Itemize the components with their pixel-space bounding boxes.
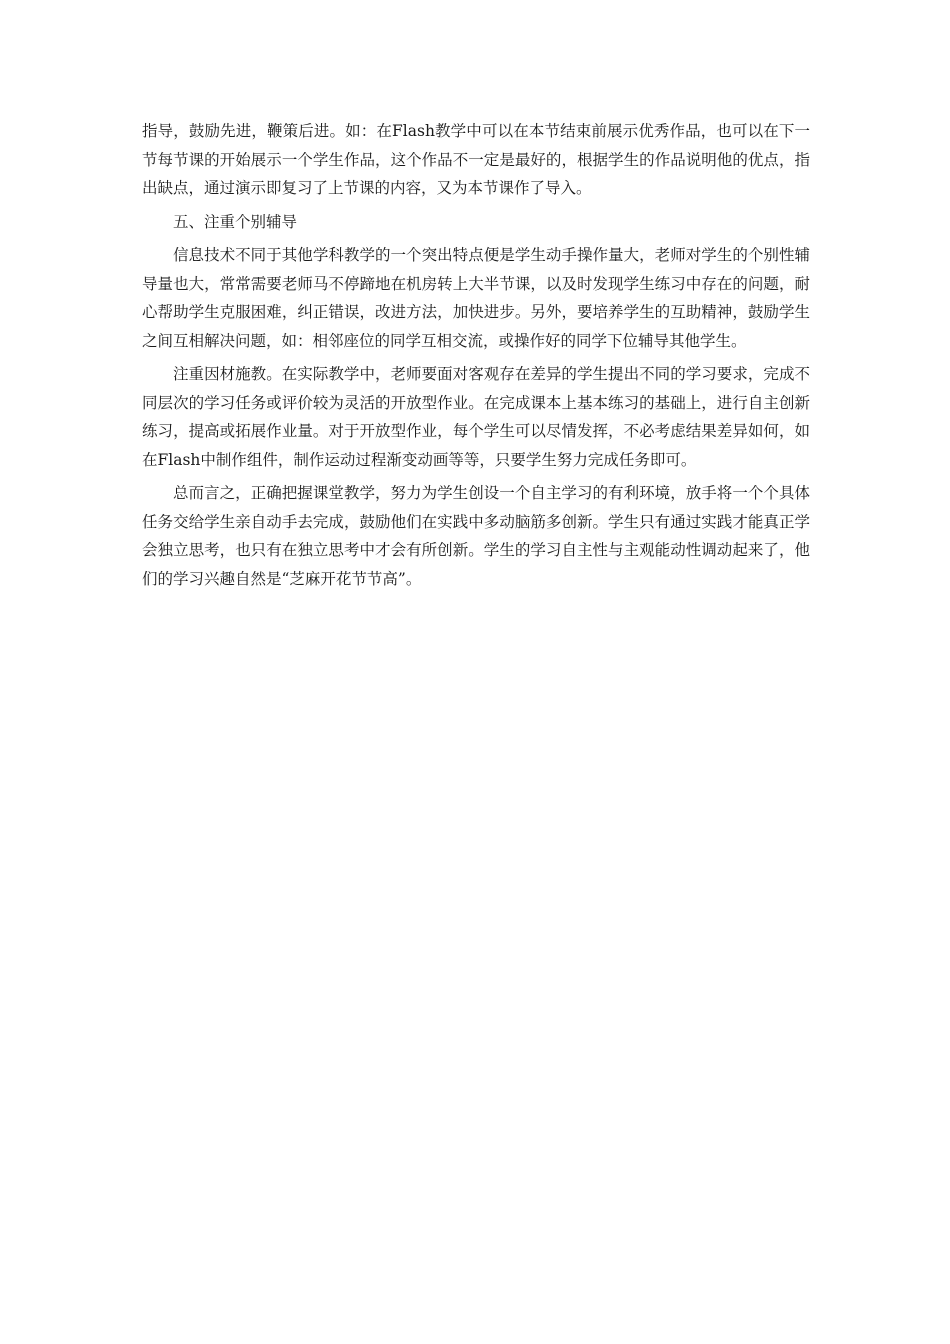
paragraph-differentiated-teaching: 注重因材施教。在实际教学中，老师要面对客观存在差异的学生提出不同的学习要求，完成不同层次的学习任务或评价较为灵活的开放型作业。在完成课本上基本练习的基础上，进行自主创新练习，提高或拓展作业量。对于开放型作业，每个学生可以尽情发挥，不必考虑结果差异如何，如在Flash中制作组件，制作运动过程渐变动画等等，只要学生努力完成任务即可。 (142, 365, 810, 469)
document-body (142, 117, 810, 593)
section-heading: 五、注重个别辅导 (173, 212, 298, 231)
paragraph-continuation: 指导，鼓励先进，鞭策后进。如：在Flash教学中可以在本节结束前展示优秀作品，也可以在下一节每节课的开始展示一个学生作品，这个作品不一定是最好的，根据学生的作品说明他的优点，指出缺点，通过演示即复习了上节课的内容，又为本节课作了导入。 (142, 122, 810, 197)
paragraph-conclusion: 总而言之，正确把握课堂教学，努力为学生创设一个自主学习的有利环境，放手将一个个具体任务交给学生亲自动手去完成，鼓励他们在实践中多动脑筋多创新。学生只有通过实践才能真正学会独立思考，也只有在独立思考中才会有所创新。学生的学习自主性与主观能动性调动起来了，他们的学习兴趣自然是“芝麻开花节节高”。 (142, 484, 810, 588)
paragraph-individual-guidance: 信息技术不同于其他学科教学的一个突出特点便是学生动手操作量大，老师对学生的个别性辅导量也大，常常需要老师马不停蹄地在机房转上大半节课，以及时发现学生练习中存在的问题，耐心帮助学生克服困难，纠正错误，改进方法，加快进步。另外，要培养学生的互助精神，鼓励学生之间互相解决问题，如：相邻座位的同学互相交流，或操作好的同学下位辅导其他学生。 (142, 246, 810, 350)
